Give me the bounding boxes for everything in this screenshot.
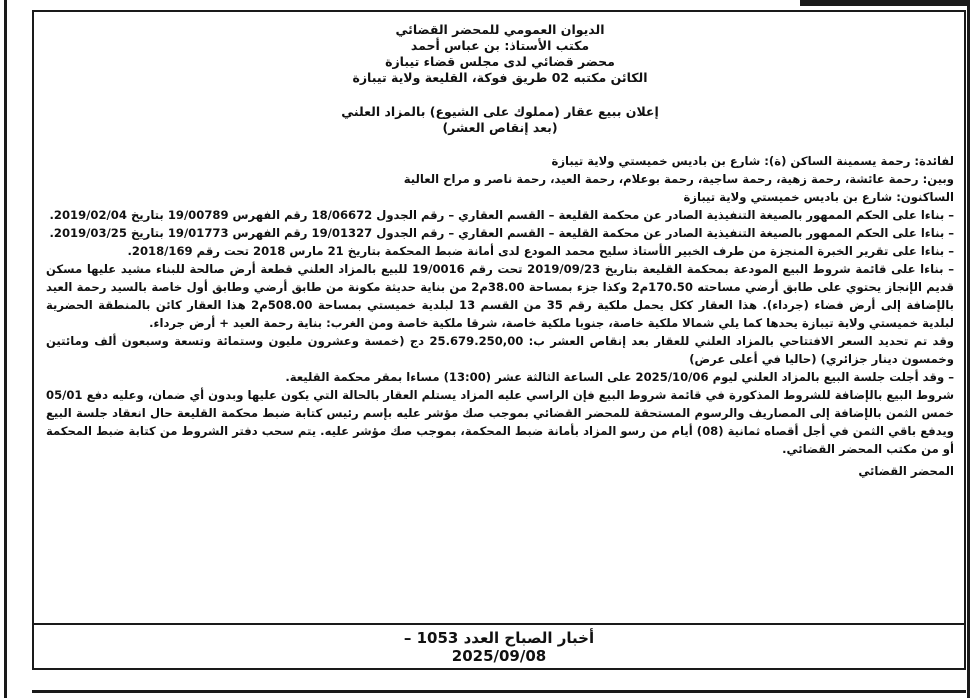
auction-date: – وقد أجلت جلسة البيع بالمزاد العلني ليوم 2025/10/06 على الساعة الثالثة عشر (13:00) مساءا بمقر محكمة القليعة. xyxy=(285,370,954,384)
notice-content xyxy=(34,12,964,625)
parties: وبين: رحمة عائشة، رحمة زهية، رحمة ساجية، رحمة بوعلام، رحمة العيد، رحمة ناصر و مراح العالية xyxy=(403,172,954,186)
parties-address: الساكنون: شارع بن باديس خميستي ولاية تيبازة xyxy=(683,190,954,204)
notice-title: إعلان ببيع عقار (مملوك على الشيوع) بالمزاد العلني xyxy=(341,104,659,119)
publication-footer xyxy=(34,623,964,668)
expert-report: – بناءا على تقرير الخبرة المنجزة من طرف الخبير الأستاذ سليح محمد المودع لدى أمانة ضبط المحكمة بتاريخ 21 مارس 2018 تحت رقم 2018/169. xyxy=(127,244,954,258)
bailiff-court: محضر قضائي لدى مجلس قضاء تيبازة xyxy=(385,54,615,69)
judgment-2: – بناءا على الحكم الممهور بالصيغة التنفيذية الصادر عن محكمة القليعة – القسم العقاري – رقم الجدول 19/01327 رقم الفهرس 19/01773 بتاريخ 2019/03/25. xyxy=(49,226,954,240)
sale-conditions-list: – بناءا على قائمة شروط البيع المودعة بمحكمة القليعة بتاريخ 2019/09/23 تحت رقم 19/0016 للبيع بالمزاد العلني قطعة أرض صالحة للبناء مشيد عليها مسكن قديم الإنجاز يحتوي على طابق أرضي مساحته 170.50م2 وكذا جزء بمساحة 38.00م2 من بناية حديثة مكونة من طابق أرضي وطابق أول خاصة بالسيد رحمة العيد بالإضافة إلى أرض فضاء (جرداء). هذا العقار ككل يحمل ملكية رقم 35 من القسم 13 لبلدية خميستي بمساحة 508.00م2 هذا العقار كائن بالمنطقة الحضرية لبلدية خميستي ولاية تيبازة يحدها كما يلي شمالا ملكية خاصة، جنوبا ملكية خاصة، شرقا ملكية خاصة ومن الغرب: بناية رحمة العيد + أرض جرداء. xyxy=(46,262,954,330)
office-name: الديوان العمومي للمحضر القضائي xyxy=(395,22,605,37)
sale-terms: شروط البيع بالإضافة للشروط المذكورة في قائمة شروط البيع فإن الراسي عليه المزاد يستلم العقار بالحالة التي يكون عليها وبدون أي ضمان، وعليه دفع 05/01 خمس الثمن بالإضافة إلى المصاريف والرسوم المستحقة للمحضر القضائي بموجب صك مؤشر عليه بإسم رئيس كتابة ضبط محكمة القليعة حال انعقاد جلسة البيع ويدفع باقي الثمن في أجل أقصاه ثمانية (08) أيام من رسو المزاد بأمانة ضبط المحكمة، بموجب صك مؤشر عليه. يتم سحب دفتر الشروط من كتابة ضبط المحكمة أو من مكتب المحضر القضائي. xyxy=(46,388,954,456)
publication-date: 2025/09/08 xyxy=(451,647,547,665)
beneficiary: لفائدة: رحمة يسمينة الساكن (ة): شارع بن باديس خميستي ولاية تيبازة xyxy=(551,154,954,168)
notice-body xyxy=(46,152,954,480)
bailiff-office: مكتب الأستاذ: بن عباس أحمد xyxy=(410,38,590,53)
office-address: الكائن مكتبه 02 طريق فوكة، القليعة ولاية تيبازة xyxy=(352,70,648,85)
publication-issue: أخبار الصباح العدد 1053 – xyxy=(403,629,595,647)
top-rule-fragment xyxy=(800,0,970,6)
bottom-rule xyxy=(32,690,966,693)
page-edge-right xyxy=(967,0,970,698)
signature: المحضر القضائي xyxy=(858,464,954,478)
legal-notice-box xyxy=(32,10,966,670)
notice-subtitle: (بعد إنقاص العشر) xyxy=(442,120,558,135)
judgment-1: – بناءا على الحكم الممهور بالصيغة التنفيذية الصادر عن محكمة القليعة – القسم العقاري – رقم الجدول 18/06672 رقم الفهرس 19/00789 بتاريخ 2019/02/04. xyxy=(49,208,954,222)
page-edge-left xyxy=(4,0,7,698)
opening-price: وقد تم تحديد السعر الافتتاحي بالمزاد العلني للعقار بعد إنقاص العشر ب: 25.679.250,00 دج (خمسة وعشرون مليون وستمائة وتسعة وسبعون ألف ومائتين وخمسون دينار جزائري) (حاليا في أعلى عرض) xyxy=(46,334,954,366)
